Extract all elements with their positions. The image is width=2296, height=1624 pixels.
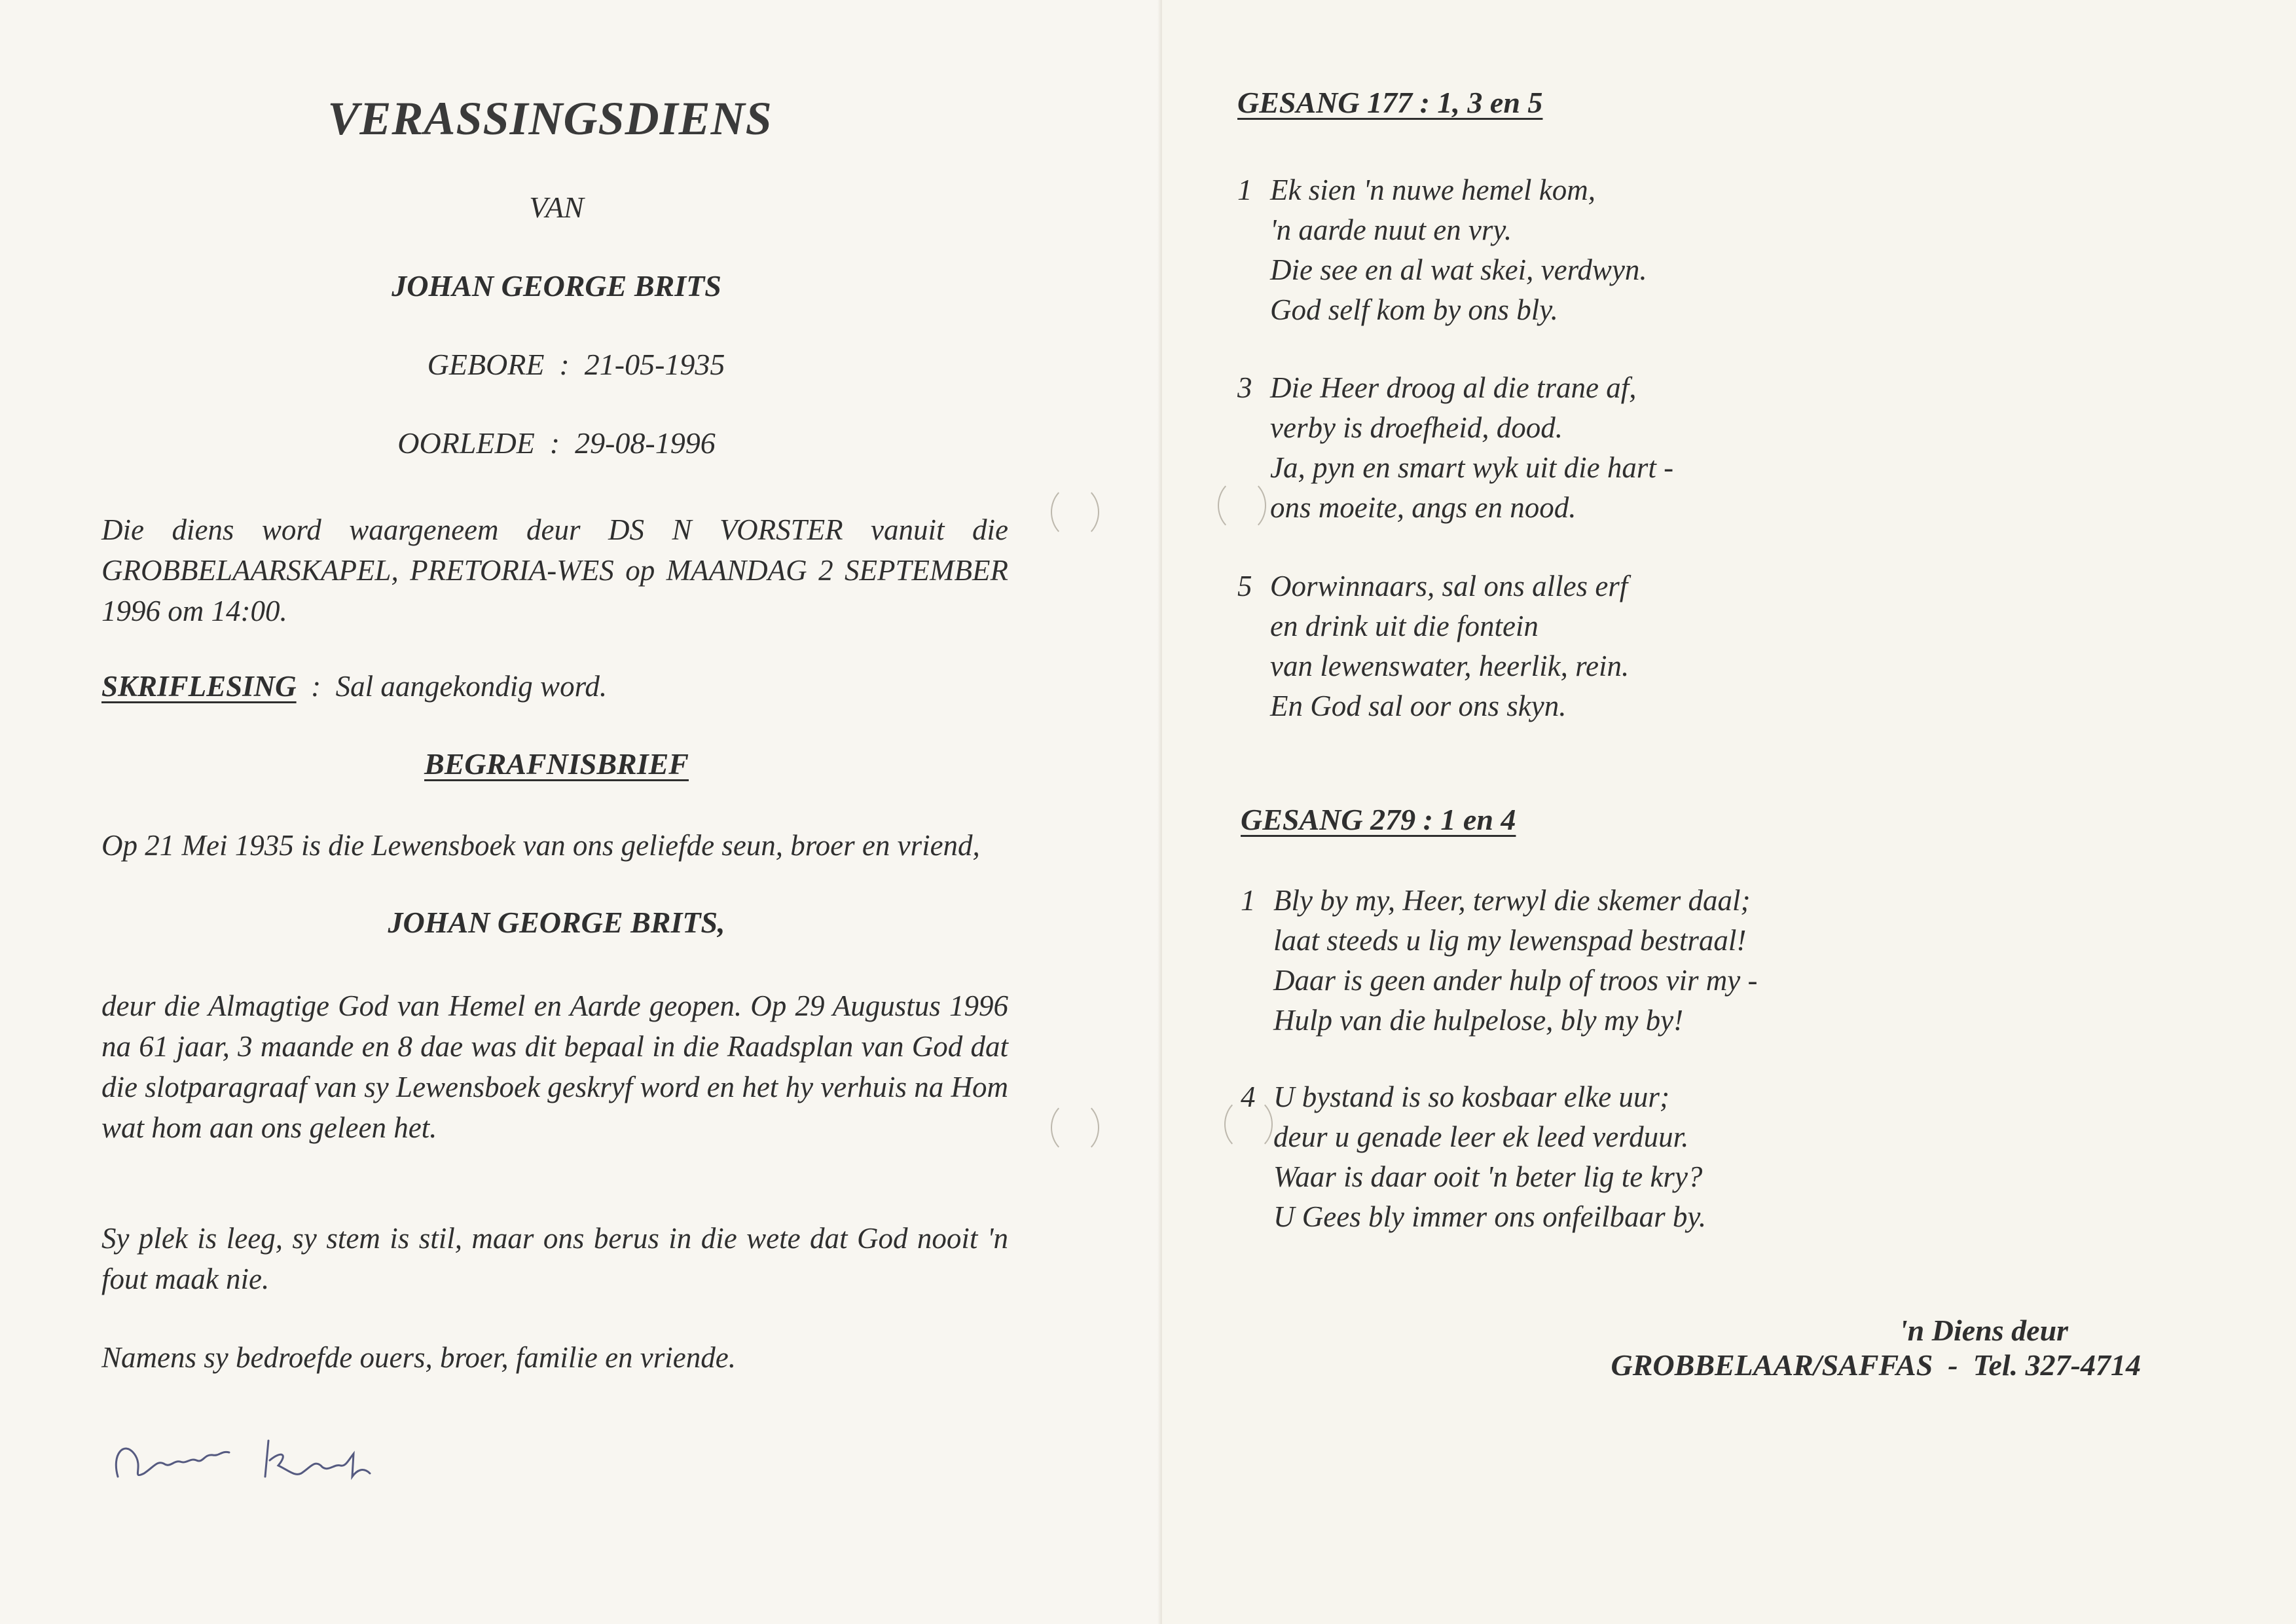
verse-line: Ja, pyn en smart wyk uit die hart -	[1270, 451, 1674, 484]
van-label: VAN	[529, 191, 584, 224]
verse-line: U bystand is so kosbaar elke uur;	[1273, 1080, 1669, 1113]
service-title: VERASSINGSDIENS	[327, 92, 773, 145]
hymn-177-verse-3	[1237, 368, 1673, 528]
right-page	[1162, 0, 2296, 1624]
verse-number: 1	[1241, 884, 1256, 917]
verse-line: Oorwinnaars, sal ons alles erf	[1270, 570, 1628, 602]
verse-line: En God sal oor ons skyn.	[1270, 690, 1567, 722]
punch-hole	[1218, 478, 1266, 533]
verse-line: Daar is geen ander hulp of troos vir my -	[1273, 964, 1758, 997]
verse-line: laat steeds u lig my lewenspad bestraal!	[1273, 924, 1747, 957]
verse-line: ons moeite, angs en nood.	[1270, 491, 1576, 524]
scripture-label: SKRIFLESING	[101, 670, 297, 703]
verse-line: Waar is daar ooit 'n beter lig te kry?	[1273, 1160, 1703, 1193]
verse-line: van lewenswater, heerlik, rein.	[1270, 650, 1630, 682]
verse-line: 'n aarde nuut en vry.	[1270, 213, 1512, 246]
scripture-text: : Sal aangekondig word.	[311, 670, 608, 703]
verse-line: Hulp van die hulpelose, bly my by!	[1273, 1004, 1684, 1037]
punch-hole	[1224, 1097, 1273, 1152]
verse-line: Bly by my, Heer, terwyl die skemer daal;	[1273, 884, 1751, 917]
deceased-name: JOHAN GEORGE BRITS	[392, 269, 721, 303]
death-date: OORLEDE : 29-08-1996	[397, 426, 716, 460]
letter-from: Namens sy bedroefde ouers, broer, familie en vriende.	[101, 1341, 736, 1374]
funeral-company: GROBBELAAR/SAFFAS - Tel. 327-4714	[1611, 1348, 2141, 1382]
letter-closing: Sy plek is leeg, sy stem is stil, maar ons berus in die wete dat God nooit 'n fout maak nie.	[101, 1222, 1008, 1295]
letter-name: JOHAN GEORGE BRITS,	[388, 906, 725, 939]
verse-line: U Gees bly immer ons onfeilbaar by.	[1273, 1200, 1707, 1233]
verse-number: 5	[1237, 570, 1252, 602]
service-details: Die diens word waargeneem deur DS N VORSTER vanuit die GROBBELAARSKAPEL, PRETORIA-WES op MAANDAG 2 SEPTEMBER 1996 om 14:00.	[101, 513, 1008, 627]
hymn-177-verse-5	[1237, 566, 1629, 726]
hymn-177-verse-1	[1237, 170, 1647, 330]
verse-line: Die see en al wat skei, verdwyn.	[1270, 253, 1647, 286]
verse-line: Ek sien 'n nuwe hemel kom,	[1270, 174, 1595, 206]
verse-line: God self kom by ons bly.	[1270, 293, 1558, 326]
hymn-279-verse-4	[1241, 1077, 1706, 1237]
handwritten-signature	[105, 1414, 393, 1493]
verse-line: verby is droefheid, dood.	[1270, 411, 1563, 444]
verse-line: en drink uit die fontein	[1270, 610, 1539, 642]
verse-line: Die Heer droog al die trane af,	[1270, 371, 1637, 404]
verse-number: 3	[1237, 371, 1252, 404]
verse-number: 4	[1241, 1080, 1256, 1113]
letter-body: deur die Almagtige God van Hemel en Aarde geopen. Op 29 Augustus 1996 na 61 jaar, 3 maande en 8 dae was dit bepaal in die Raadsplan van God dat die slotparagraaf van sy Lewensboek geskryf word en het hy verhuis na Hom wat hom aan ons geleen het.	[101, 989, 1008, 1144]
hymn-279-heading: GESANG 279 : 1 en 4	[1241, 803, 1516, 836]
punch-hole	[1051, 485, 1099, 540]
hymn-177-heading: GESANG 177 : 1, 3 en 5	[1237, 86, 1543, 119]
verse-line: deur u genade leer ek leed verduur.	[1273, 1120, 1689, 1153]
verse-number: 1	[1237, 174, 1252, 206]
letter-heading: BEGRAFNISBRIEF	[424, 747, 689, 781]
birth-date: GEBORE : 21-05-1935	[427, 348, 725, 381]
letter-intro: Op 21 Mei 1935 is die Lewensboek van ons geliefde seun, broer en vriend,	[101, 829, 980, 862]
scripture-reading	[101, 666, 1008, 707]
punch-hole	[1051, 1100, 1099, 1155]
hymn-279-verse-1	[1241, 881, 1758, 1041]
credit-line: 'n Diens deur	[1899, 1314, 2069, 1347]
